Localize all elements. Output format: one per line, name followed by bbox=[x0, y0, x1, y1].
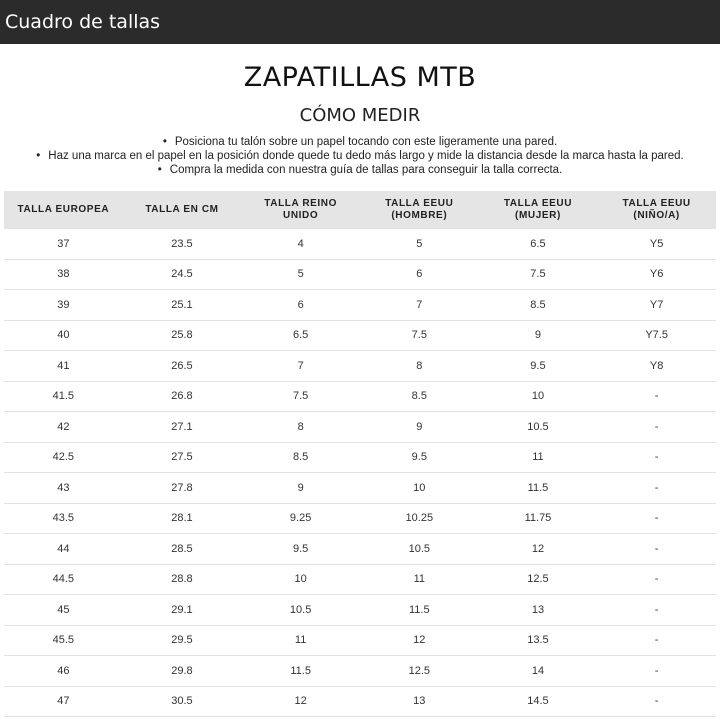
table-cell: 7 bbox=[241, 351, 360, 382]
table-cell: 14 bbox=[479, 656, 598, 687]
table-cell: 41 bbox=[4, 351, 123, 382]
table-row bbox=[4, 534, 716, 565]
table-cell: 28.1 bbox=[123, 503, 242, 534]
table-cell: - bbox=[597, 381, 716, 412]
table-row bbox=[4, 259, 716, 290]
table-cell: 10 bbox=[360, 473, 479, 504]
table-cell: 10.5 bbox=[479, 412, 598, 443]
table-cell: 25.8 bbox=[123, 320, 242, 351]
table-cell: 13 bbox=[360, 686, 479, 717]
table-cell: 37 bbox=[4, 229, 123, 259]
table-cell: 29.5 bbox=[123, 625, 242, 656]
table-row bbox=[4, 381, 716, 412]
table-cell: 29.1 bbox=[123, 595, 242, 626]
table-cell: Y8 bbox=[597, 351, 716, 382]
header-bar bbox=[0, 0, 720, 44]
table-row bbox=[4, 656, 716, 687]
table-cell: 42.5 bbox=[4, 442, 123, 473]
table-cell: 47 bbox=[4, 686, 123, 717]
table-cell: 43.5 bbox=[4, 503, 123, 534]
table-body bbox=[4, 229, 716, 717]
instruction-item: • Posiciona tu talón sobre un papel tocando con este ligeramente una pared. bbox=[0, 135, 720, 149]
table-cell: - bbox=[597, 656, 716, 687]
column-header-line: TALLA EN CM bbox=[145, 204, 219, 215]
table-cell: 44.5 bbox=[4, 564, 123, 595]
column-header-line: TALLA EEUU bbox=[622, 198, 691, 209]
table-row bbox=[4, 290, 716, 321]
table-cell: 6 bbox=[360, 259, 479, 290]
table-cell: 25.1 bbox=[123, 290, 242, 321]
table-cell: 7 bbox=[360, 290, 479, 321]
table-cell: - bbox=[597, 503, 716, 534]
column-header-line: TALLA EUROPEA bbox=[17, 204, 110, 215]
table-row bbox=[4, 595, 716, 626]
table-cell: - bbox=[597, 442, 716, 473]
table-cell: 45 bbox=[4, 595, 123, 626]
table-cell: 41.5 bbox=[4, 381, 123, 412]
column-header bbox=[597, 191, 716, 229]
column-header-line: (HOMBRE) bbox=[391, 210, 448, 221]
table-cell: - bbox=[597, 412, 716, 443]
table-cell: 44 bbox=[4, 534, 123, 565]
table-cell: - bbox=[597, 595, 716, 626]
table-cell: 10 bbox=[241, 564, 360, 595]
table-row bbox=[4, 351, 716, 382]
table-cell: 7.5 bbox=[360, 320, 479, 351]
page-title: ZAPATILLAS MTB bbox=[243, 62, 477, 93]
table-cell: 9.5 bbox=[479, 351, 598, 382]
table-cell: 12.5 bbox=[360, 656, 479, 687]
table-cell: 9 bbox=[360, 412, 479, 443]
column-header bbox=[479, 191, 598, 229]
table-cell: 9.5 bbox=[360, 442, 479, 473]
column-header-line: TALLA EEUU bbox=[385, 198, 454, 209]
column-header bbox=[123, 191, 242, 229]
column-header-line: (NIÑO/A) bbox=[633, 210, 680, 221]
table-cell: 8.5 bbox=[241, 442, 360, 473]
table-cell: 38 bbox=[4, 259, 123, 290]
instructions-list bbox=[0, 135, 720, 177]
table-cell: 28.8 bbox=[123, 564, 242, 595]
table-cell: - bbox=[597, 534, 716, 565]
page-subtitle: CÓMO MEDIR bbox=[299, 105, 421, 126]
table-cell: - bbox=[597, 564, 716, 595]
table-cell: - bbox=[597, 473, 716, 504]
table-cell: 46 bbox=[4, 656, 123, 687]
table-cell: 7.5 bbox=[479, 259, 598, 290]
table-header-row bbox=[4, 191, 716, 229]
table-cell: 11.5 bbox=[360, 595, 479, 626]
table-cell: Y5 bbox=[597, 229, 716, 259]
table-cell: Y7.5 bbox=[597, 320, 716, 351]
table-row bbox=[4, 442, 716, 473]
table-row bbox=[4, 229, 716, 259]
size-chart-content bbox=[0, 61, 720, 717]
header-title: Cuadro de tallas bbox=[5, 11, 161, 33]
table-cell: 42 bbox=[4, 412, 123, 443]
column-header-line: UNIDO bbox=[283, 210, 319, 221]
table-cell: 26.5 bbox=[123, 351, 242, 382]
instruction-item: • Compra la medida con nuestra guía de tallas para conseguir la talla correcta. bbox=[0, 163, 720, 177]
column-header bbox=[241, 191, 360, 229]
table-row bbox=[4, 320, 716, 351]
table-row bbox=[4, 564, 716, 595]
table-cell: - bbox=[597, 625, 716, 656]
table-row bbox=[4, 412, 716, 443]
table-cell: 45.5 bbox=[4, 625, 123, 656]
table-cell: 9.25 bbox=[241, 503, 360, 534]
table-cell: 13.5 bbox=[479, 625, 598, 656]
column-header bbox=[4, 191, 123, 229]
table-cell: 10 bbox=[479, 381, 598, 412]
table-cell: 4 bbox=[241, 229, 360, 259]
table-cell: Y6 bbox=[597, 259, 716, 290]
size-table bbox=[4, 191, 716, 717]
table-cell: 8 bbox=[241, 412, 360, 443]
table-cell: 9.5 bbox=[241, 534, 360, 565]
table-cell: 9 bbox=[479, 320, 598, 351]
table-cell: 23.5 bbox=[123, 229, 242, 259]
column-header bbox=[360, 191, 479, 229]
table-cell: 8.5 bbox=[360, 381, 479, 412]
table-cell: 29.8 bbox=[123, 656, 242, 687]
table-cell: 27.5 bbox=[123, 442, 242, 473]
table-cell: 10.25 bbox=[360, 503, 479, 534]
table-row bbox=[4, 473, 716, 504]
table-cell: 24.5 bbox=[123, 259, 242, 290]
table-cell: 8.5 bbox=[479, 290, 598, 321]
table-cell: - bbox=[597, 686, 716, 717]
table-cell: 12.5 bbox=[479, 564, 598, 595]
table-cell: 8 bbox=[360, 351, 479, 382]
table-cell: 11 bbox=[479, 442, 598, 473]
table-cell: Y7 bbox=[597, 290, 716, 321]
table-cell: 11 bbox=[360, 564, 479, 595]
table-cell: 11.75 bbox=[479, 503, 598, 534]
table-cell: 13 bbox=[479, 595, 598, 626]
table-cell: 6 bbox=[241, 290, 360, 321]
table-cell: 30.5 bbox=[123, 686, 242, 717]
table-row bbox=[4, 625, 716, 656]
table-cell: 26.8 bbox=[123, 381, 242, 412]
instruction-item: • Haz una marca en el papel en la posición donde quede tu dedo más largo y mide la distancia desde la marca hasta la pared. bbox=[0, 149, 720, 163]
table-cell: 5 bbox=[241, 259, 360, 290]
table-row bbox=[4, 503, 716, 534]
table-cell: 14.5 bbox=[479, 686, 598, 717]
table-cell: 39 bbox=[4, 290, 123, 321]
table-cell: 12 bbox=[479, 534, 598, 565]
table-cell: 27.8 bbox=[123, 473, 242, 504]
table-cell: 6.5 bbox=[241, 320, 360, 351]
table-cell: 43 bbox=[4, 473, 123, 504]
table-cell: 9 bbox=[241, 473, 360, 504]
column-header-line: TALLA REINO bbox=[264, 198, 337, 209]
column-header-line: TALLA EEUU bbox=[503, 198, 573, 209]
table-cell: 12 bbox=[241, 686, 360, 717]
table-cell: 11 bbox=[241, 625, 360, 656]
table-cell: 11.5 bbox=[241, 656, 360, 687]
table-cell: 11.5 bbox=[479, 473, 598, 504]
table-cell: 28.5 bbox=[123, 534, 242, 565]
table-cell: 7.5 bbox=[241, 381, 360, 412]
table-cell: 10.5 bbox=[241, 595, 360, 626]
table-row bbox=[4, 686, 716, 717]
column-header-line: (MUJER) bbox=[515, 210, 561, 221]
table-cell: 5 bbox=[360, 229, 479, 259]
table-cell: 40 bbox=[4, 320, 123, 351]
table-cell: 6.5 bbox=[479, 229, 598, 259]
table-cell: 27.1 bbox=[123, 412, 242, 443]
table-cell: 12 bbox=[360, 625, 479, 656]
table-cell: 10.5 bbox=[360, 534, 479, 565]
